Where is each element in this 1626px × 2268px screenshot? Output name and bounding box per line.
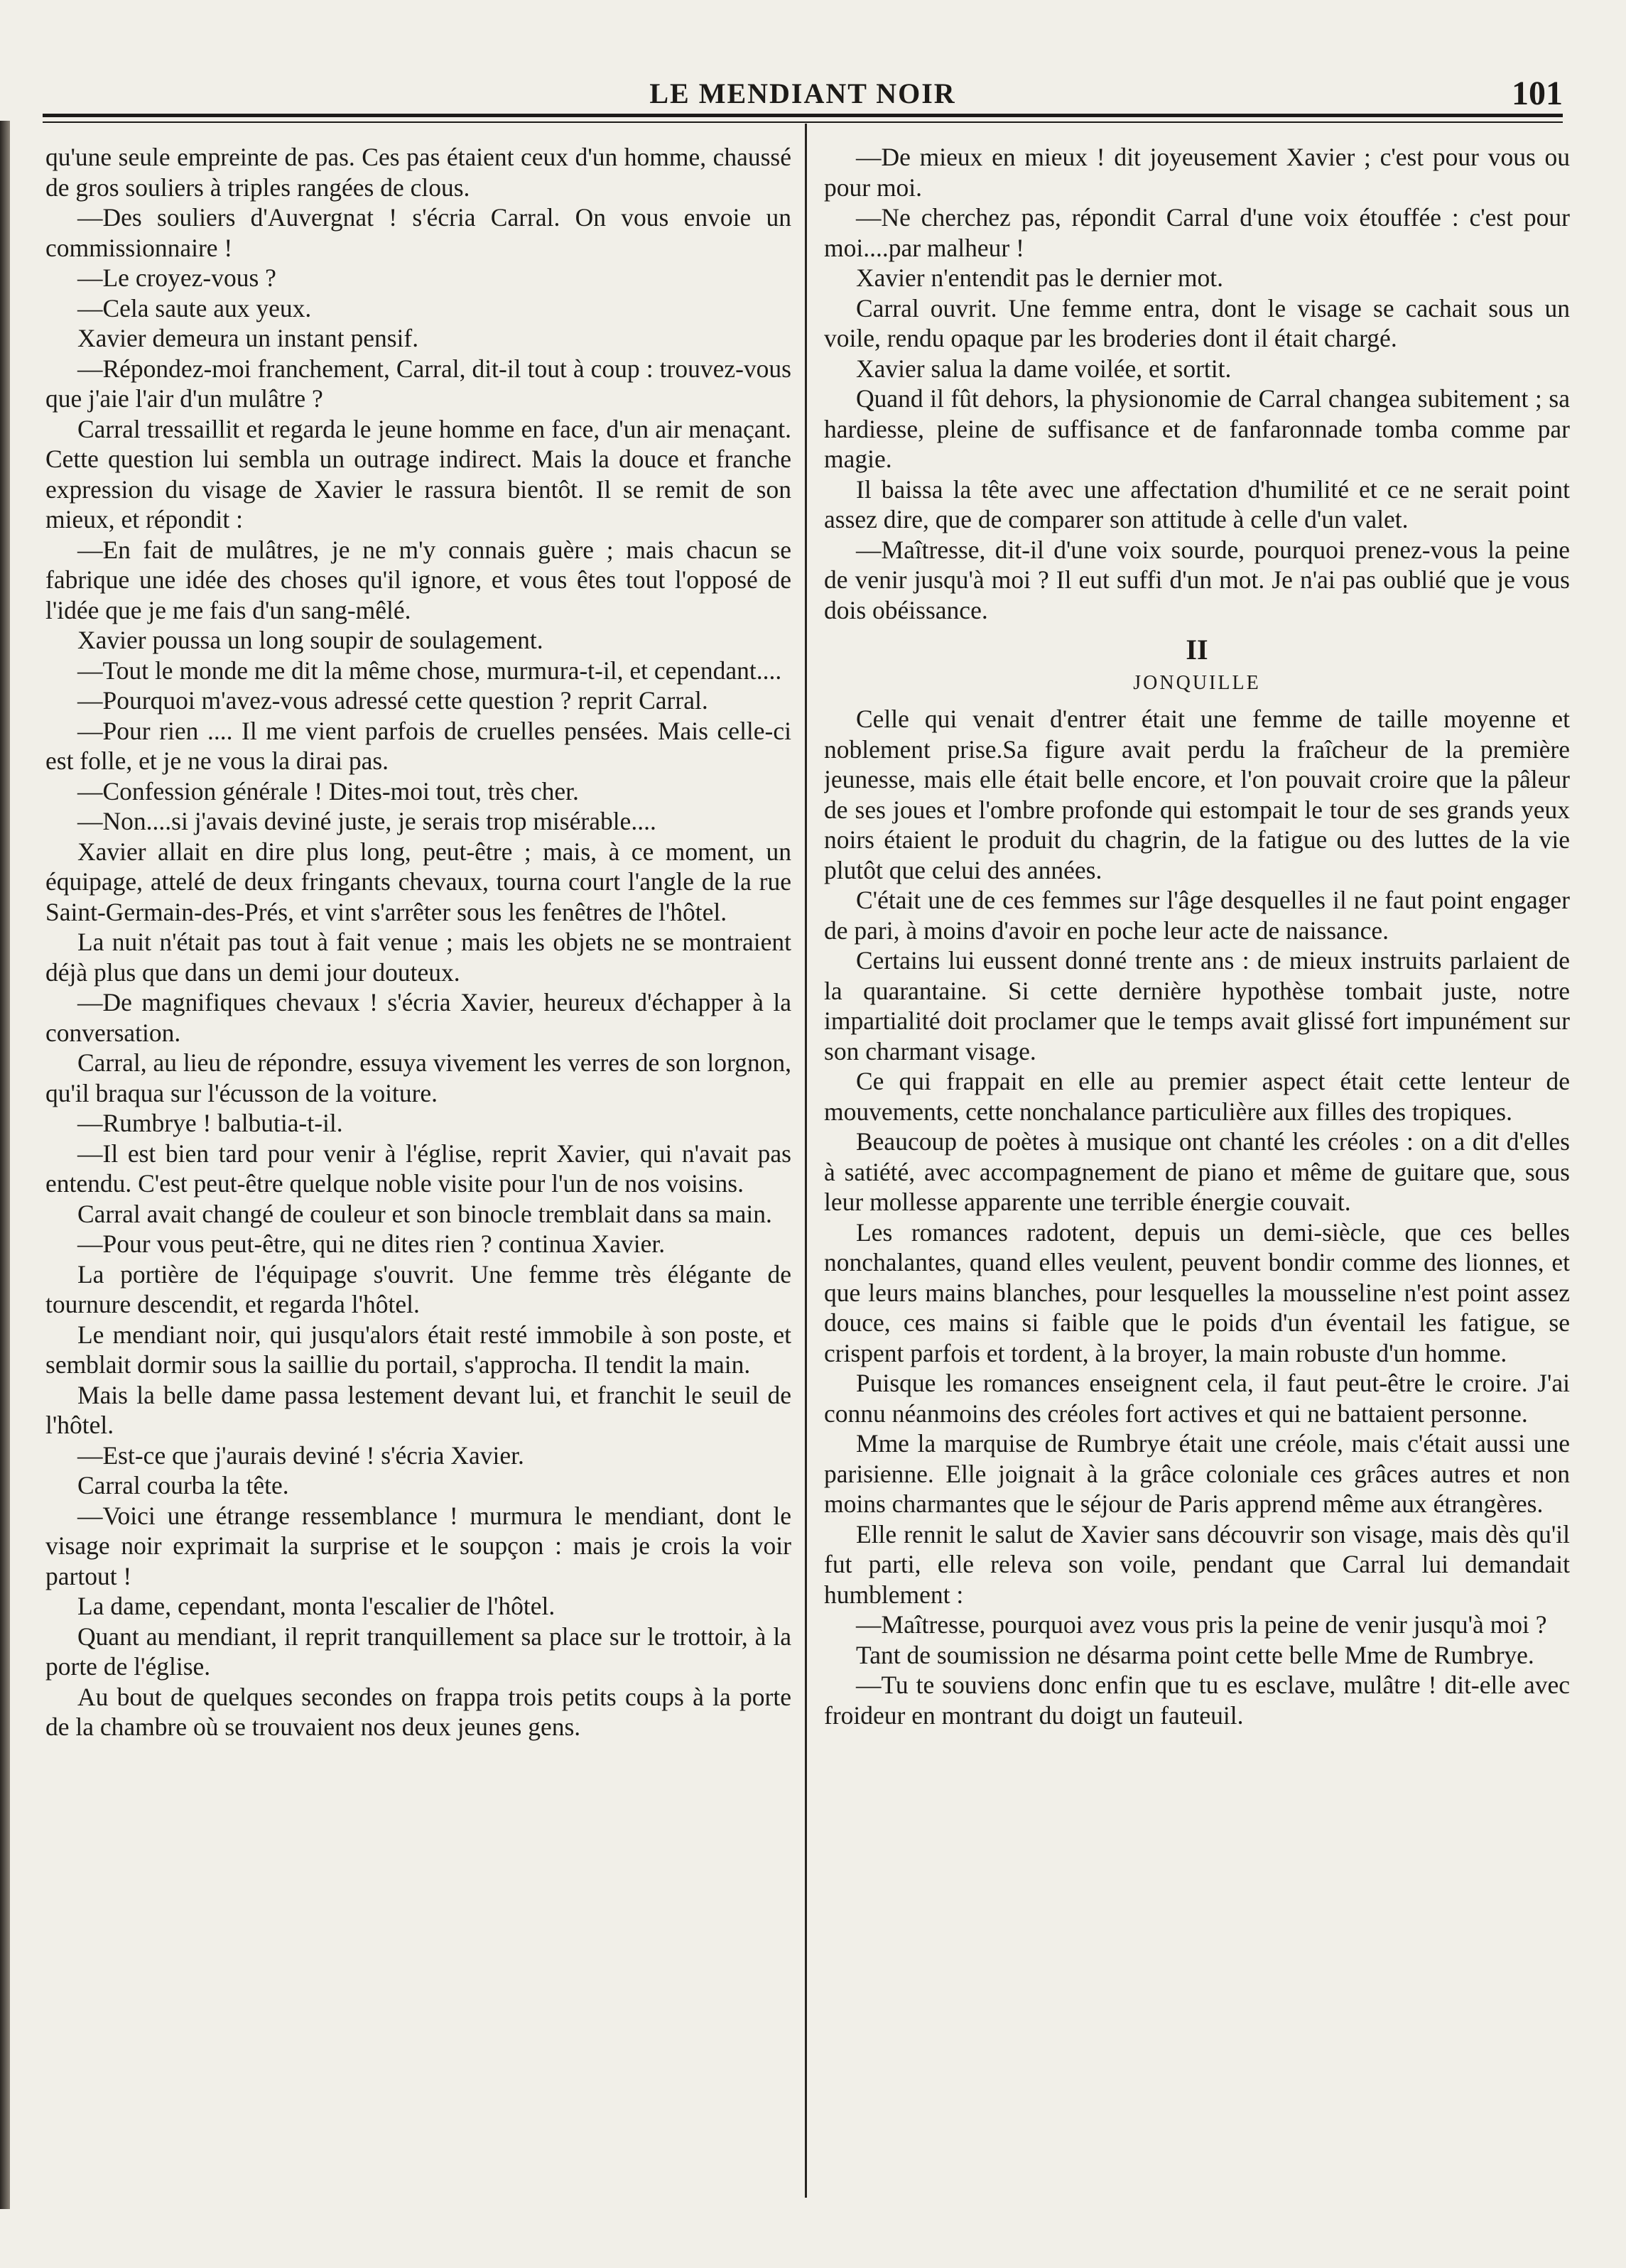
paragraph: Quand il fût dehors, la physionomie de Carral changea subitement ; sa hardiesse, pleine de suffisance et de fanfaronnade tomba comme par magie. bbox=[824, 384, 1570, 473]
paragraph: —De magnifiques chevaux ! s'écria Xavier, heureux d'échapper à la conversation. bbox=[45, 988, 791, 1047]
paragraph: Le mendiant noir, qui jusqu'alors était resté immobile à son poste, et semblait dormir sous la saillie du portail, s'approcha. Il tendit la main. bbox=[45, 1320, 791, 1379]
right-column bbox=[824, 142, 1570, 2202]
paragraph: Xavier salua la dame voilée, et sortit. bbox=[856, 354, 1232, 383]
paragraph: —En fait de mulâtres, je ne m'y connais guère ; mais chacun se fabrique une idée des choses qu'il ignore, et vous êtes tout l'opposé de l'idée que je me fais d'un sang-mêlé. bbox=[45, 535, 791, 624]
paragraph: —Pourquoi m'avez-vous adressé cette question ? reprit Carral. bbox=[77, 686, 708, 715]
paragraph: —Il est bien tard pour venir à l'église, reprit Xavier, qui n'avait pas entendu. C'est peut-être quelque noble visite pour l'un de nos voisins. bbox=[45, 1139, 791, 1198]
paragraph: Certains lui eussent donné trente ans : de mieux instruits parlaient de la quarantaine. Si cette dernière hypothèse tombait juste, notre impartialité doit proclamer que le temps avait glissé fort impunément sur son charmant visage. bbox=[824, 946, 1570, 1065]
paragraph: Mme la marquise de Rumbrye était une créole, mais c'était aussi une parisienne. Elle joignait à la grâce coloniale ces grâces autres et non moins charmantes que le séjour de Paris apprend même aux étrangères. bbox=[824, 1429, 1570, 1518]
paragraph: La dame, cependant, monta l'escalier de l'hôtel. bbox=[77, 1592, 555, 1620]
column-separator bbox=[805, 124, 807, 2198]
paragraph: Carral tressaillit et regarda le jeune homme en face, d'un air menaçant. Cette question lui sembla un outrage indirect. Mais la douce et franche expression du visage de Xavier le rassura bientôt. Il se remit de son mieux, et répondit : bbox=[45, 414, 791, 533]
paragraph: Elle rennit le salut de Xavier sans découvrir son visage, mais dès qu'il fut parti, elle releva son voile, pendant que Carral lui demandait humblement : bbox=[824, 1519, 1570, 1609]
paragraph: Xavier poussa un long soupir de soulagement. bbox=[77, 626, 543, 654]
paragraph: Xavier n'entendit pas le dernier mot. bbox=[856, 264, 1224, 292]
running-title: LE MENDIANT NOIR bbox=[649, 77, 956, 109]
paragraph: —Le croyez-vous ? bbox=[77, 264, 276, 292]
paragraph: —De mieux en mieux ! dit joyeusement Xavier ; c'est pour vous ou pour moi. bbox=[824, 143, 1570, 202]
paragraph: Xavier allait en dire plus long, peut-être ; mais, à ce moment, un équipage, attelé de deux fringants chevaux, tourna court l'angle de la rue Saint-Germain-des-Prés, et vint s'arrêter sous les fenêtres de l'hôtel. bbox=[45, 837, 791, 926]
paragraph: —Des souliers d'Auvergnat ! s'écria Carral. On vous envoie un commissionnaire ! bbox=[45, 203, 791, 262]
paragraph: qu'une seule empreinte de pas. Ces pas étaient ceux d'un homme, chaussé de gros souliers à triples rangées de clous. bbox=[45, 143, 791, 202]
paragraph: Carral ouvrit. Une femme entra, dont le visage se cachait sous un voile, rendu opaque par les broderies dont il était chargé. bbox=[824, 293, 1570, 352]
paragraph: Carral avait changé de couleur et son binocle tremblait dans sa main. bbox=[77, 1199, 772, 1228]
paragraph: Xavier demeura un instant pensif. bbox=[77, 324, 419, 352]
paragraph: —Rumbrye ! balbutia-t-il. bbox=[77, 1109, 343, 1137]
paragraph: —Confession générale ! Dites-moi tout, très cher. bbox=[77, 776, 579, 805]
paragraph: —Maîtresse, pourquoi avez vous pris la peine de venir jusqu'à moi ? bbox=[856, 1610, 1547, 1639]
paragraph: —Tu te souviens donc enfin que tu es esclave, mulâtre ! dit-elle avec froideur en montrant du doigt un fauteuil. bbox=[824, 1671, 1570, 1730]
paragraph: —Ne cherchez pas, répondit Carral d'une voix étouffée : c'est pour moi....par malheur ! bbox=[824, 203, 1570, 262]
paragraph: Puisque les romances enseignent cela, il faut peut-être le croire. J'ai connu néanmoins des créoles fort actives et qui ne battaient personne. bbox=[824, 1369, 1570, 1428]
left-column bbox=[45, 142, 791, 2202]
page-number: 101 bbox=[1512, 75, 1563, 112]
header-rule-thick bbox=[43, 114, 1563, 117]
page-header bbox=[43, 77, 1563, 119]
paragraph: Quant au mendiant, il reprit tranquillement sa place sur le trottoir, à la porte de l'église. bbox=[45, 1622, 791, 1681]
paragraph: —Maîtresse, dit-il d'une voix sourde, pourquoi prenez-vous la peine de venir jusqu'à moi ? Il eut suffi d'un mot. Je n'ai pas oublié que je vous dois obéissance. bbox=[824, 535, 1570, 624]
paragraph: Ce qui frappait en elle au premier aspect était cette lenteur de mouvements, cette nonchalance particulière aux filles des tropiques. bbox=[824, 1067, 1570, 1126]
paragraph: —Pour rien .... Il me vient parfois de cruelles pensées. Mais celle-ci est folle, et je ne vous la dirai pas. bbox=[45, 716, 791, 775]
paragraph: —Est-ce que j'aurais deviné ! s'écria Xavier. bbox=[77, 1440, 524, 1470]
chapter-number: II bbox=[1186, 634, 1208, 666]
paragraph: Au bout de quelques secondes on frappa trois petits coups à la porte de la chambre où se trouvaient nos deux jeunes gens. bbox=[45, 1682, 791, 1741]
paragraph: C'était une de ces femmes sur l'âge desquelles il ne faut point engager de pari, à moins d'avoir en poche leur acte de naissance. bbox=[824, 886, 1570, 945]
paragraph: Carral courba la tête. bbox=[77, 1471, 289, 1499]
paragraph: —Tout le monde me dit la même chose, murmura-t-il, et cependant.... bbox=[77, 656, 782, 685]
paragraph: —Répondez-moi franchement, Carral, dit-il tout à coup : trouvez-vous que j'aie l'air d'un mulâtre ? bbox=[45, 354, 791, 413]
paragraph: —Cela saute aux yeux. bbox=[77, 293, 312, 322]
paragraph: Tant de soumission ne désarma point cette belle Mme de Rumbrye. bbox=[856, 1640, 1534, 1669]
header-rule-thin bbox=[43, 121, 1563, 123]
paragraph: Les romances radotent, depuis un demi-siècle, que ces belles nonchalantes, quand elles veulent, peuvent bondir comme des lionnes, et que leurs mains blanches, pour lesquelles la mousseline n'est point assez douce, ces mains si faible que le poids d'un éventail les fatigue, se crispent parfois et tordent, à la broyer, la main robuste d'un homme. bbox=[824, 1217, 1570, 1367]
paragraph: Carral, au lieu de répondre, essuya vivement les verres de son lorgnon, qu'il braqua sur l'écusson de la voiture. bbox=[45, 1048, 791, 1107]
paragraph: La nuit n'était pas tout à fait venue ; mais les objets ne se montraient déjà plus que dans un demi jour douteux. bbox=[45, 928, 791, 987]
paragraph: La portière de l'équipage s'ouvrit. Une femme très élégante de tournure descendit, et regarda l'hôtel. bbox=[45, 1259, 791, 1318]
paragraph: —Pour vous peut-être, qui ne dites rien ? continua Xavier. bbox=[77, 1230, 666, 1258]
paragraph: —Voici une étrange ressemblance ! murmura le mendiant, dont le visage noir exprimait la surprise et le soupçon : mais je crois la voir partout ! bbox=[45, 1501, 791, 1590]
paragraph: Mais la belle dame passa lestement devant lui, et franchit le seuil de l'hôtel. bbox=[45, 1380, 791, 1439]
paragraph: —Non....si j'avais deviné juste, je serais trop misérable.... bbox=[77, 807, 656, 835]
chapter-title: JONQUILLE bbox=[1133, 671, 1261, 694]
paragraph: Celle qui venait d'entrer était une femme de taille moyenne et noblement prise.Sa figure avait perdu la fraîcheur de la première jeunesse, mais elle était belle encore, et l'on pouvait croire que la pâleur de ses joues et l'ombre profonde qui estompait le tour de ses grands yeux noirs étaient le produit du chagrin, de la fatigue ou des luttes de la vie plutôt que celui des années. bbox=[824, 705, 1570, 884]
paragraph: Beaucoup de poètes à musique ont chanté les créoles : on a dit d'elles à satiété, avec accompagnement de piano et même de guitare que, sous leur mollesse apparente une terrible énergie couvait. bbox=[824, 1127, 1570, 1216]
page-binding-edge bbox=[0, 121, 10, 2209]
paragraph: Il baissa la tête avec une affectation d'humilité et ce ne serait point assez dire, que de comparer son attitude à celle d'un valet. bbox=[824, 474, 1570, 533]
